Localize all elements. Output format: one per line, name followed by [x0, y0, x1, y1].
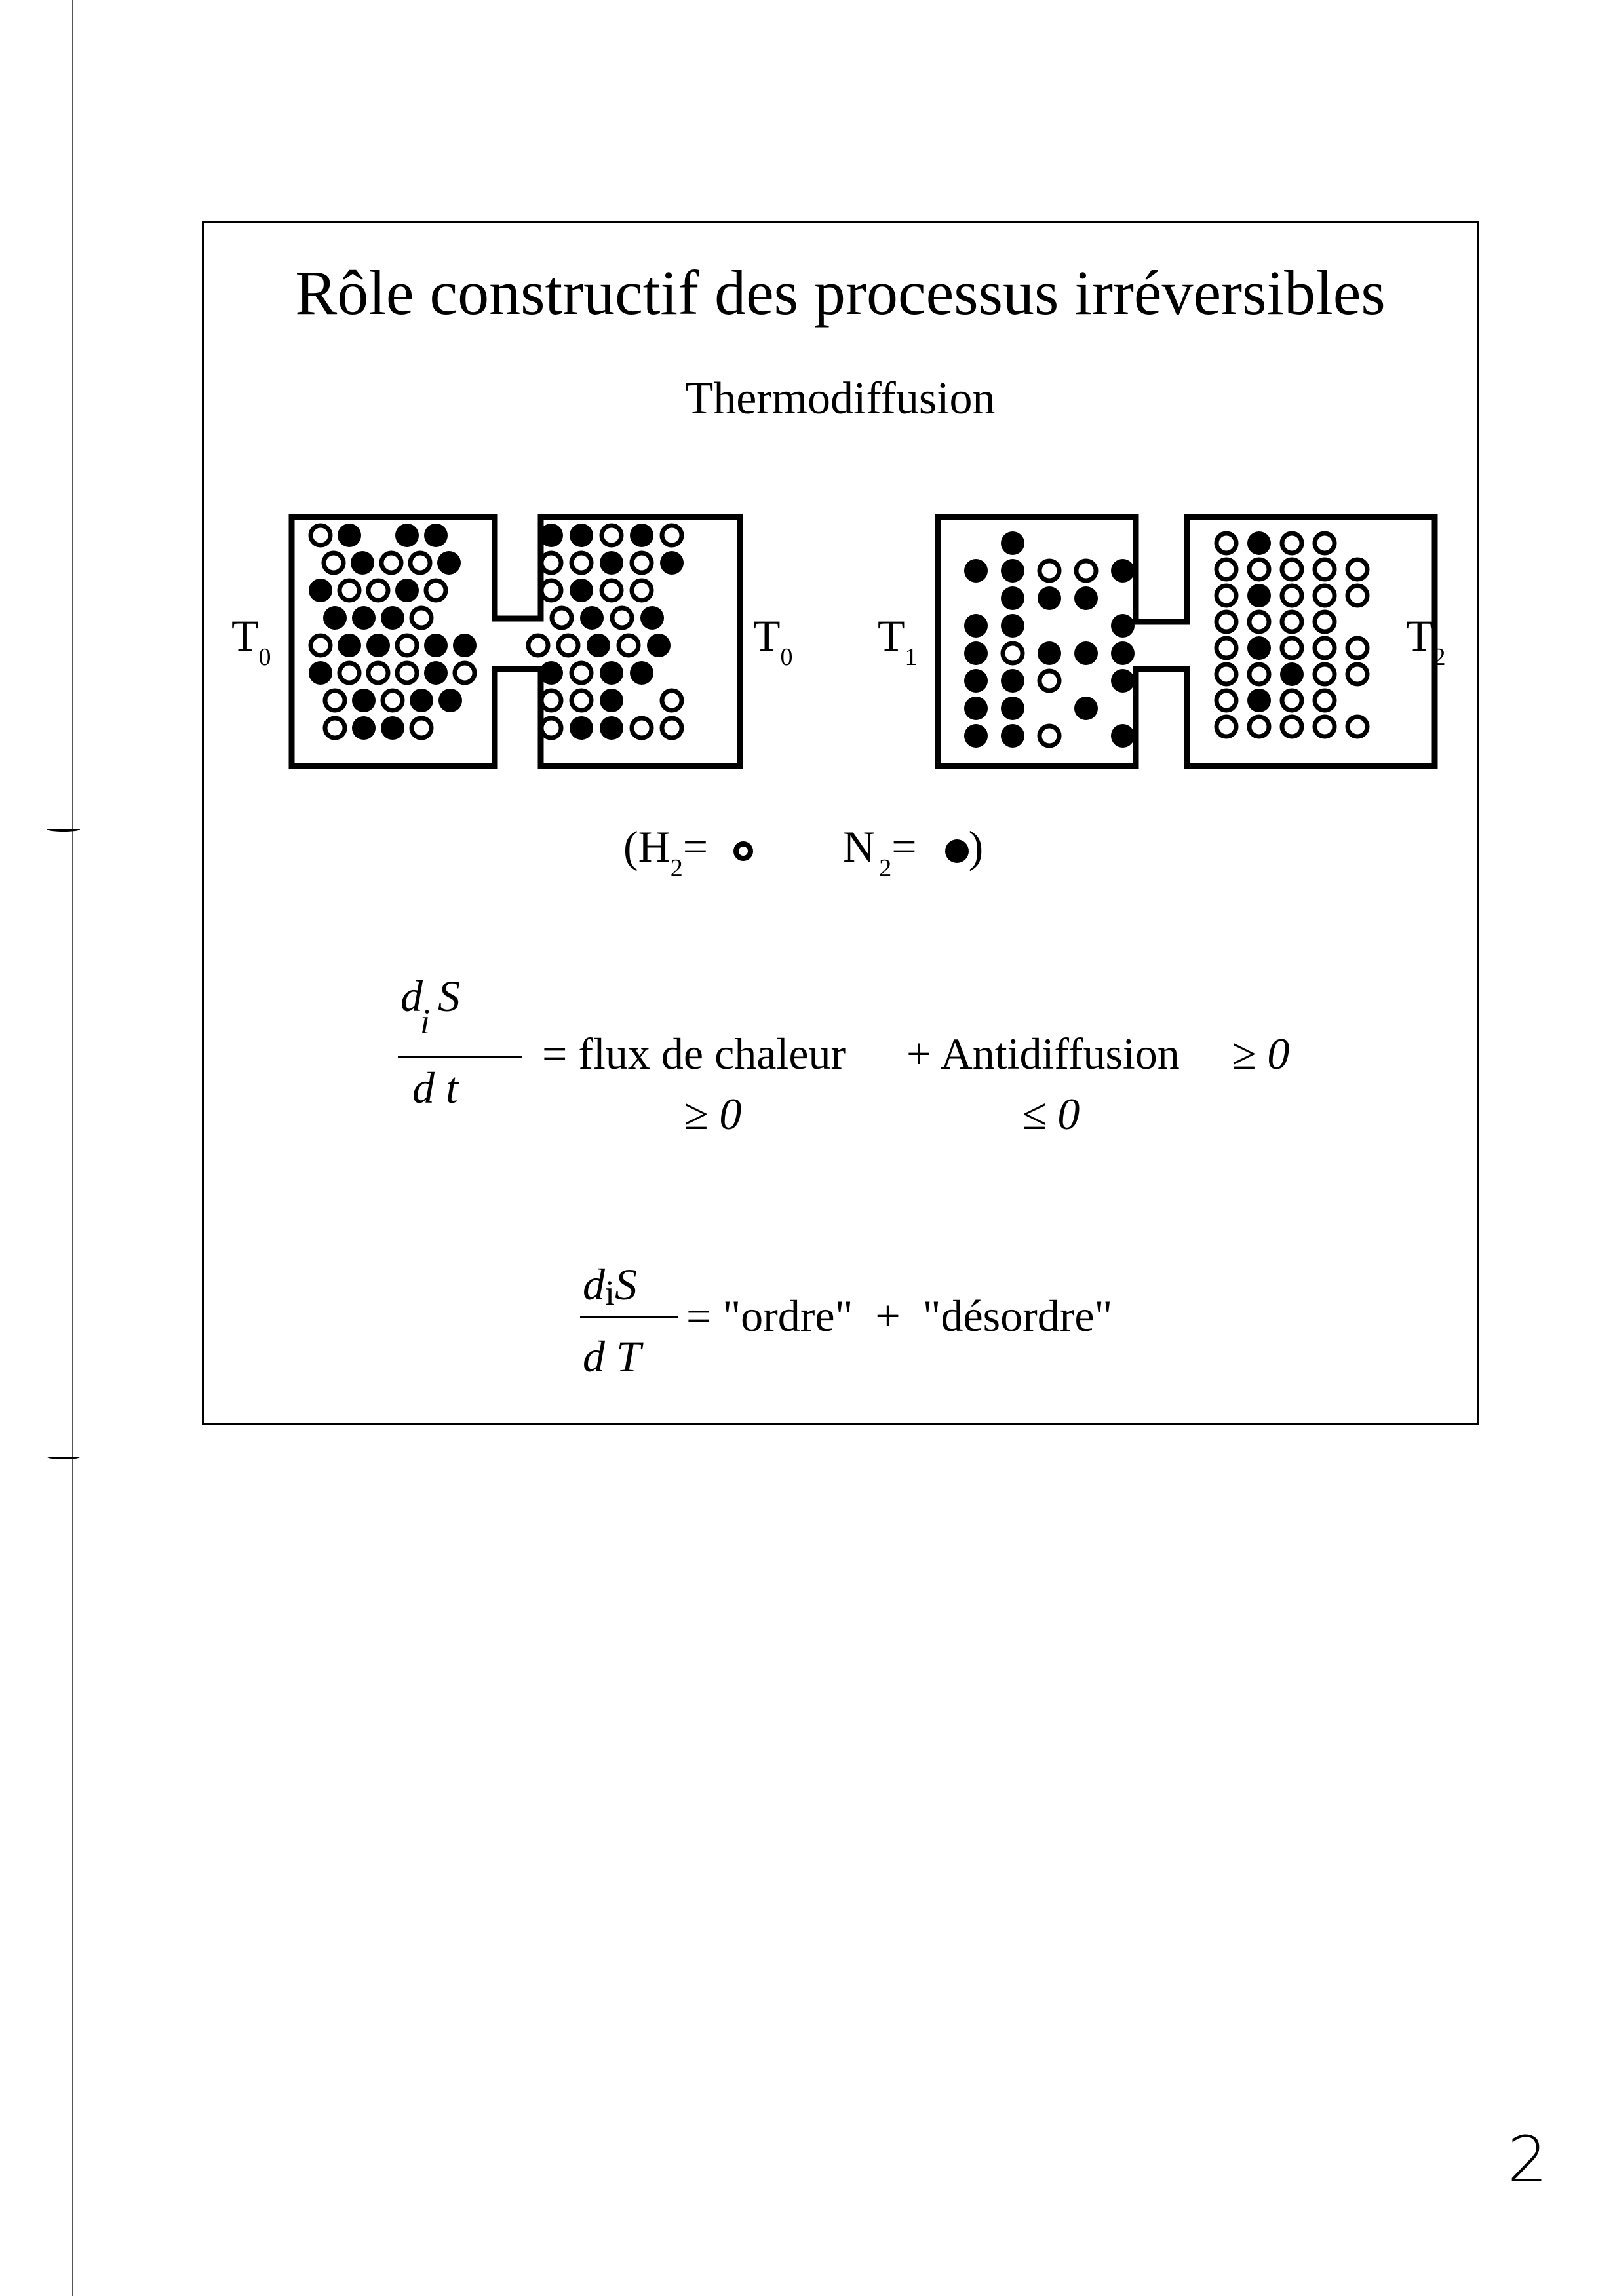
chamber-right-a-n2-particle [1074, 586, 1098, 610]
chamber-right-a-n2-particle [1111, 724, 1135, 748]
legend-n2-label: N [843, 822, 876, 871]
chamber-left-b-h2-particle [528, 636, 548, 655]
chamber-right-a-n2-particle [1001, 697, 1024, 720]
chamber-left-a-n2-particle [352, 716, 376, 740]
chamber-right-b-h2-particle [1315, 691, 1334, 710]
chamber-right-b-n2-particle [1247, 689, 1271, 712]
equation1-fraction-bar [398, 1056, 522, 1058]
chamber-right-b-h2-particle [1249, 612, 1269, 632]
chamber-left-a-h2-particle [325, 691, 345, 710]
chamber-left-a-n2-particle [352, 606, 376, 630]
equation1-ge0: ≥ 0 [1232, 1029, 1290, 1079]
chamber-right-b-h2-particle [1348, 664, 1367, 684]
page-number: 2 [1508, 2123, 1548, 2196]
chamber-left-b-h2-particle [541, 718, 561, 738]
chamber-left-a-h2-particle [368, 581, 388, 600]
chamber-left-a-h2-particle [410, 553, 430, 573]
chamber-left-b-h2-particle [662, 691, 682, 710]
chamber-left-a-n2-particle [438, 689, 462, 712]
chamber-right-b-h2-particle [1249, 717, 1269, 737]
chamber-right-a-n2-particle [964, 614, 988, 638]
chamber-left-b-n2-particle [660, 551, 684, 575]
temp-label-t2: $T_2$ [1406, 611, 1446, 671]
slide-subtitle: Thermodiffusion [685, 373, 996, 424]
slide-title: Rôle constructif des processus irréversibles [295, 258, 1386, 328]
equation1-numerator: $d_iS$ [400, 971, 461, 1041]
equation1-denominator: d t [412, 1063, 458, 1113]
chamber-right-b-h2-particle [1216, 691, 1236, 710]
chamber-right-b-h2-particle [1216, 586, 1236, 605]
chamber-right-a-n2-particle [1074, 697, 1098, 720]
chamber-left-b-n2-particle [570, 579, 593, 602]
chamber-right-a-h2-particle [1040, 671, 1059, 691]
chamber-right-b-h2-particle [1282, 533, 1302, 553]
chamber-right-a-n2-particle [964, 724, 988, 748]
chamber-right-a-n2-particle [1001, 586, 1024, 610]
chamber-right-b-h2-particle [1348, 560, 1367, 579]
chamber-left-a-h2-particle [340, 581, 359, 600]
chamber-right-b-h2-particle [1249, 664, 1269, 684]
chamber-right-a-h2-particle [1040, 561, 1059, 581]
temp-label-left-t0: $T_0$ [231, 611, 271, 671]
equation1-flux-condition: ≥ 0 [684, 1089, 742, 1139]
chamber-right-b-h2-particle [1216, 612, 1236, 632]
chamber-left-b-h2-particle [558, 636, 578, 655]
chamber-left-b-h2-particle [632, 718, 652, 738]
chamber-left-b-n2-particle [600, 551, 623, 575]
chamber-left-a-n2-particle [351, 551, 374, 575]
chamber-left-a-n2-particle [424, 661, 448, 685]
chamber-left-a-n2-particle [338, 634, 361, 657]
chamber-right-a-n2-particle [964, 559, 988, 583]
chamber-left-a-n2-particle [453, 634, 477, 657]
chamber-left-b-h2-particle [612, 608, 632, 628]
temp-label-t1: $T_1$ [878, 611, 918, 671]
chamber-left-b-h2-particle [541, 691, 561, 710]
legend-h2-label: (H [623, 822, 671, 871]
equation2-fraction-bar [580, 1316, 678, 1318]
chamber-left-b-h2-particle [632, 553, 652, 573]
chamber-right-a-n2-particle [1001, 614, 1024, 638]
chamber-left-b-h2-particle [619, 636, 638, 655]
chamber-left-a-h2-particle [397, 663, 417, 683]
chamber-right-a-n2-particle [964, 669, 988, 693]
open-circle-icon [733, 841, 753, 861]
chamber-left-b-n2-particle [587, 634, 610, 657]
chamber-right-a-n2-particle [1111, 559, 1135, 583]
chamber-right-a-n2-particle [1001, 669, 1024, 693]
chamber-left-a-n2-particle [381, 606, 404, 630]
chamber-right-a-n2-particle [1001, 531, 1024, 555]
chamber-left-a-n2-particle [381, 716, 404, 740]
chamber-left-b-n2-particle [580, 606, 604, 630]
chamber-left-b-h2-particle [552, 608, 572, 628]
chamber-right-b-h2-particle [1282, 586, 1302, 605]
chamber-left-a-h2-particle [324, 553, 343, 573]
hole-punch-mark-bottom [47, 1455, 80, 1459]
chamber-left-a-n2-particle [424, 524, 448, 547]
chamber-left-b-h2-particle [572, 553, 591, 573]
chamber-left-a-n2-particle [395, 524, 419, 547]
chamber-right-a-n2-particle [1001, 559, 1024, 583]
chamber-right-b-h2-particle [1282, 691, 1302, 710]
chamber-left-a-n2-particle [366, 634, 390, 657]
chamber-left-b-n2-particle [539, 524, 563, 547]
chamber-left-a-h2-particle [412, 718, 431, 738]
chamber-left-a-n2-particle [437, 551, 461, 575]
chamber-right-b-h2-particle [1216, 664, 1236, 684]
chamber-right-a-n2-particle [1001, 724, 1024, 748]
chamber-left-b-n2-particle [630, 524, 653, 547]
chamber-left-a-h2-particle [426, 581, 446, 600]
chamber-right-b-h2-particle [1315, 664, 1334, 684]
chamber-left-a-h2-particle [311, 636, 330, 655]
chamber-left-b-n2-particle [539, 661, 563, 685]
chamber-right-b-h2-particle [1216, 533, 1236, 553]
chamber-left-b-h2-particle [541, 581, 561, 600]
chamber-left-b-n2-particle [630, 661, 653, 685]
chamber-right-b-h2-particle [1315, 586, 1334, 605]
chamber-right-b-h2-particle [1348, 717, 1367, 737]
chamber-right-b-h2-particle [1249, 560, 1269, 579]
chamber-left-b-n2-particle [640, 606, 664, 630]
chamber-left-a-n2-particle [352, 689, 376, 712]
equation2-denominator: d T [583, 1331, 641, 1381]
chamber-right-b-h2-particle [1315, 638, 1334, 658]
legend: ($H_2= N$ $_2$= ) [623, 822, 984, 882]
chamber-left-b-h2-particle [602, 581, 621, 600]
chamber-right-a-n2-particle [1038, 586, 1061, 610]
chamber-left-a-n2-particle [410, 689, 433, 712]
chamber-left-a-n2-particle [395, 579, 419, 602]
chamber-right-a-h2-particle [1040, 726, 1059, 746]
chamber-right-b-h2-particle [1348, 586, 1367, 605]
chamber-right-b-h2-particle [1315, 560, 1334, 579]
chamber-right-a-h2-particle [1076, 561, 1096, 581]
chamber-left-a-n2-particle [424, 634, 448, 657]
chamber-left-b-n2-particle [600, 716, 623, 740]
chamber-right-b-h2-particle [1315, 612, 1334, 632]
chamber-left-b-n2-particle [570, 524, 593, 547]
chamber-right-b-h2-particle [1216, 638, 1236, 658]
equation2-rhs: = "ordre" + "désordre" [686, 1291, 1113, 1341]
chamber-right-a-n2-particle [964, 641, 988, 665]
equation2-numerator: diS [583, 1259, 638, 1312]
binding-margin-line [72, 0, 73, 2296]
chamber-right-a-n2-particle [1038, 641, 1061, 665]
chamber-left-b-n2-particle [647, 634, 671, 657]
chamber-right-a-n2-particle [1111, 614, 1135, 638]
chamber-left-a-n2-particle [309, 579, 332, 602]
chamber-right-b-h2-particle [1348, 638, 1367, 658]
hole-punch-mark-top [47, 827, 80, 832]
chamber-left-a-h2-particle [311, 526, 330, 545]
chamber-left-a-h2-particle [455, 663, 475, 683]
chamber-left-a-n2-particle [323, 606, 347, 630]
chamber-right-b-n2-particle [1247, 636, 1271, 660]
chamber-left-a-h2-particle [412, 608, 431, 628]
chamber-right-b-n2-particle [1280, 662, 1304, 686]
chamber-left-b-n2-particle [600, 689, 623, 712]
equation1-antidiffusion-term: + Antidiffusion [906, 1029, 1180, 1079]
chamber-right-a-h2-particle [1003, 643, 1022, 663]
chamber-right-a-n2-particle [1111, 669, 1135, 693]
slide-frame [202, 221, 1479, 1425]
chamber-left-b-h2-particle [602, 526, 621, 545]
chamber-right-b-h2-particle [1282, 638, 1302, 658]
chamber-right-b-h2-particle [1216, 560, 1236, 579]
chamber-left-b-n2-particle [570, 716, 593, 740]
chamber-left-b-h2-particle [572, 691, 591, 710]
chamber-left-a-h2-particle [368, 663, 388, 683]
chamber-right-b-h2-particle [1315, 717, 1334, 737]
chamber-left-b-n2-particle [600, 661, 623, 685]
chamber-left-a-h2-particle [383, 691, 402, 710]
chamber-right-b-h2-particle [1315, 533, 1334, 553]
equation1-flux-term: = flux de chaleur [542, 1029, 846, 1079]
chamber-right-b-h2-particle [1216, 717, 1236, 737]
chamber-left-b-h2-particle [662, 526, 682, 545]
chamber-right-b-h2-particle [1282, 560, 1302, 579]
chamber-right-a-n2-particle [1111, 641, 1135, 665]
chamber-right-b-n2-particle [1247, 584, 1271, 607]
chamber-left-b-h2-particle [541, 553, 561, 573]
chamber-left-b-h2-particle [632, 581, 652, 600]
temp-label-right-t0: $T_0$ [753, 611, 793, 671]
chamber-left-a-h2-particle [397, 636, 417, 655]
chamber-left-a-h2-particle [340, 663, 359, 683]
chamber-right-b-h2-particle [1282, 717, 1302, 737]
chamber-left-a-h2-particle [325, 718, 345, 738]
equation1-antidiffusion-condition: ≤ 0 [1022, 1089, 1080, 1139]
chamber-right-a-n2-particle [1074, 641, 1098, 665]
chamber-left-a-n2-particle [338, 524, 361, 547]
chamber-right-b-h2-particle [1282, 612, 1302, 632]
chamber-left-a-n2-particle [309, 661, 332, 685]
chamber-right-b-n2-particle [1247, 531, 1271, 555]
chamber-left-a-h2-particle [381, 553, 401, 573]
chamber-right-a-n2-particle [964, 697, 988, 720]
chamber-left-b-h2-particle [572, 663, 591, 683]
chamber-left-b-h2-particle [662, 718, 682, 738]
filled-circle-icon [945, 839, 969, 863]
